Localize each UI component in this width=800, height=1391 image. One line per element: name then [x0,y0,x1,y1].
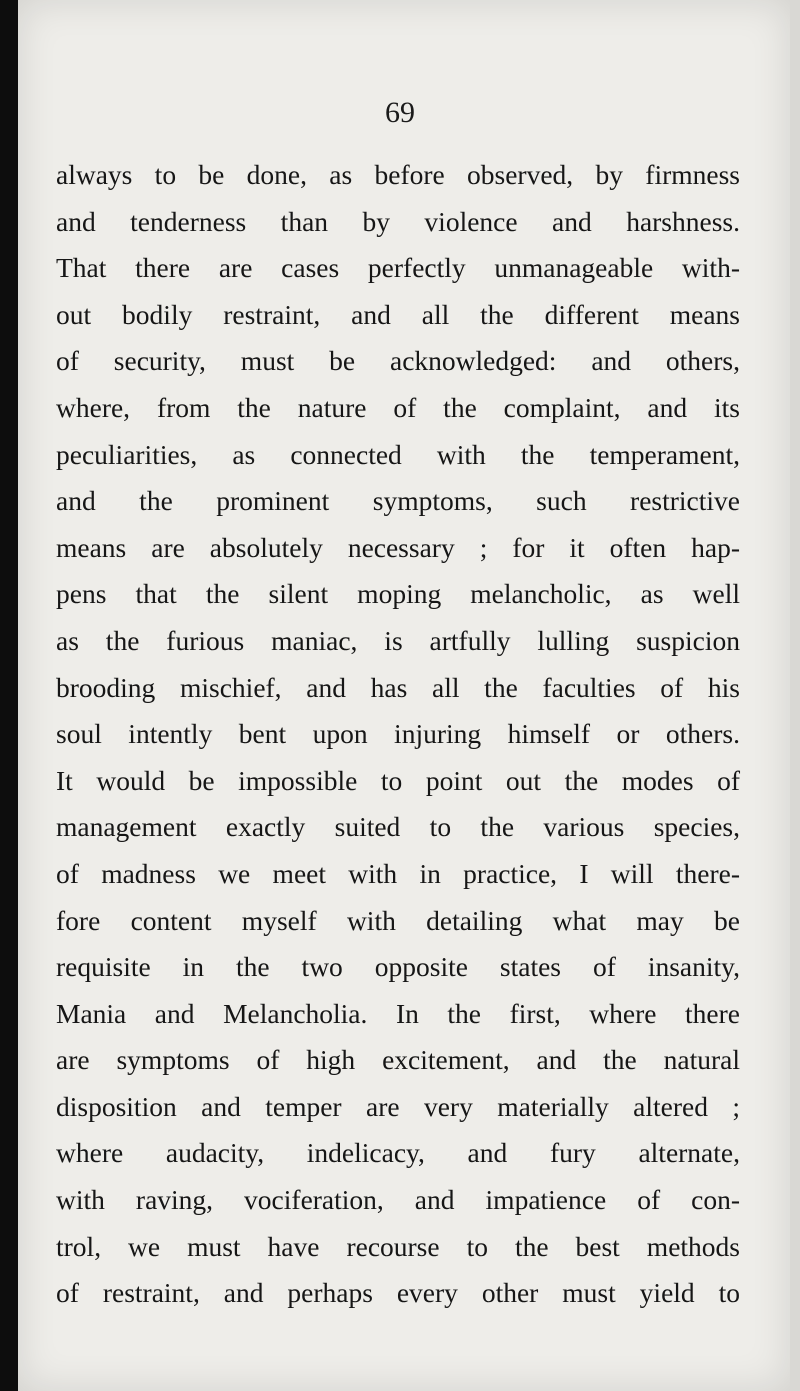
text-line: and the prominent symptoms, such restrictive [56,485,740,517]
text-line: requisite in the two opposite states of insanity, [56,951,740,983]
text-line: of security, must be acknowledged: and others, [56,345,740,377]
text-line: pens that the silent moping melancholic, as well [56,578,740,610]
text-line: where, from the nature of the complaint, and its [56,391,740,423]
scan-right-edge [790,0,800,1391]
text-line: Mania and Melancholia. In the first, where there [56,997,740,1029]
text-line: peculiarities, as connected with the temperament, [56,438,740,470]
text-line: disposition and temper are very materially altered ; [56,1090,740,1122]
body-text [56,152,740,1317]
text-line: always to be done, as before observed, by firmness [56,159,740,190]
text-line: It would be impossible to point out the modes of [56,764,740,796]
text-line: and tenderness than by violence and harshness. [56,205,740,237]
text-line: soul intently bent upon injuring himself or others. [56,718,740,750]
scan-left-edge [0,0,18,1391]
page-number: 69 [385,96,415,129]
text-line: of madness we meet with in practice, I will there- [56,857,740,889]
text-line: fore content myself with detailing what may be [56,904,740,936]
text-line: where audacity, indelicacy, and fury alternate, [56,1137,740,1169]
text-line: management exactly suited to the various species, [56,811,740,843]
text-line: with raving, vociferation, and impatience of con- [56,1184,740,1216]
text-line: as the furious maniac, is artfully lulling suspicion [56,624,740,656]
text-line: brooding mischief, and has all the faculties of his [56,671,740,703]
text-line: trol, we must have recourse to the best methods [56,1230,740,1262]
text-line: out bodily restraint, and all the different means [56,298,740,330]
text-line: are symptoms of high excitement, and the natural [56,1044,740,1076]
text-line: That there are cases perfectly unmanageable with- [56,252,740,284]
text-line: of restraint, and perhaps every other must yield to [56,1277,740,1309]
text-line: means are absolutely necessary ; for it often hap- [56,531,740,563]
